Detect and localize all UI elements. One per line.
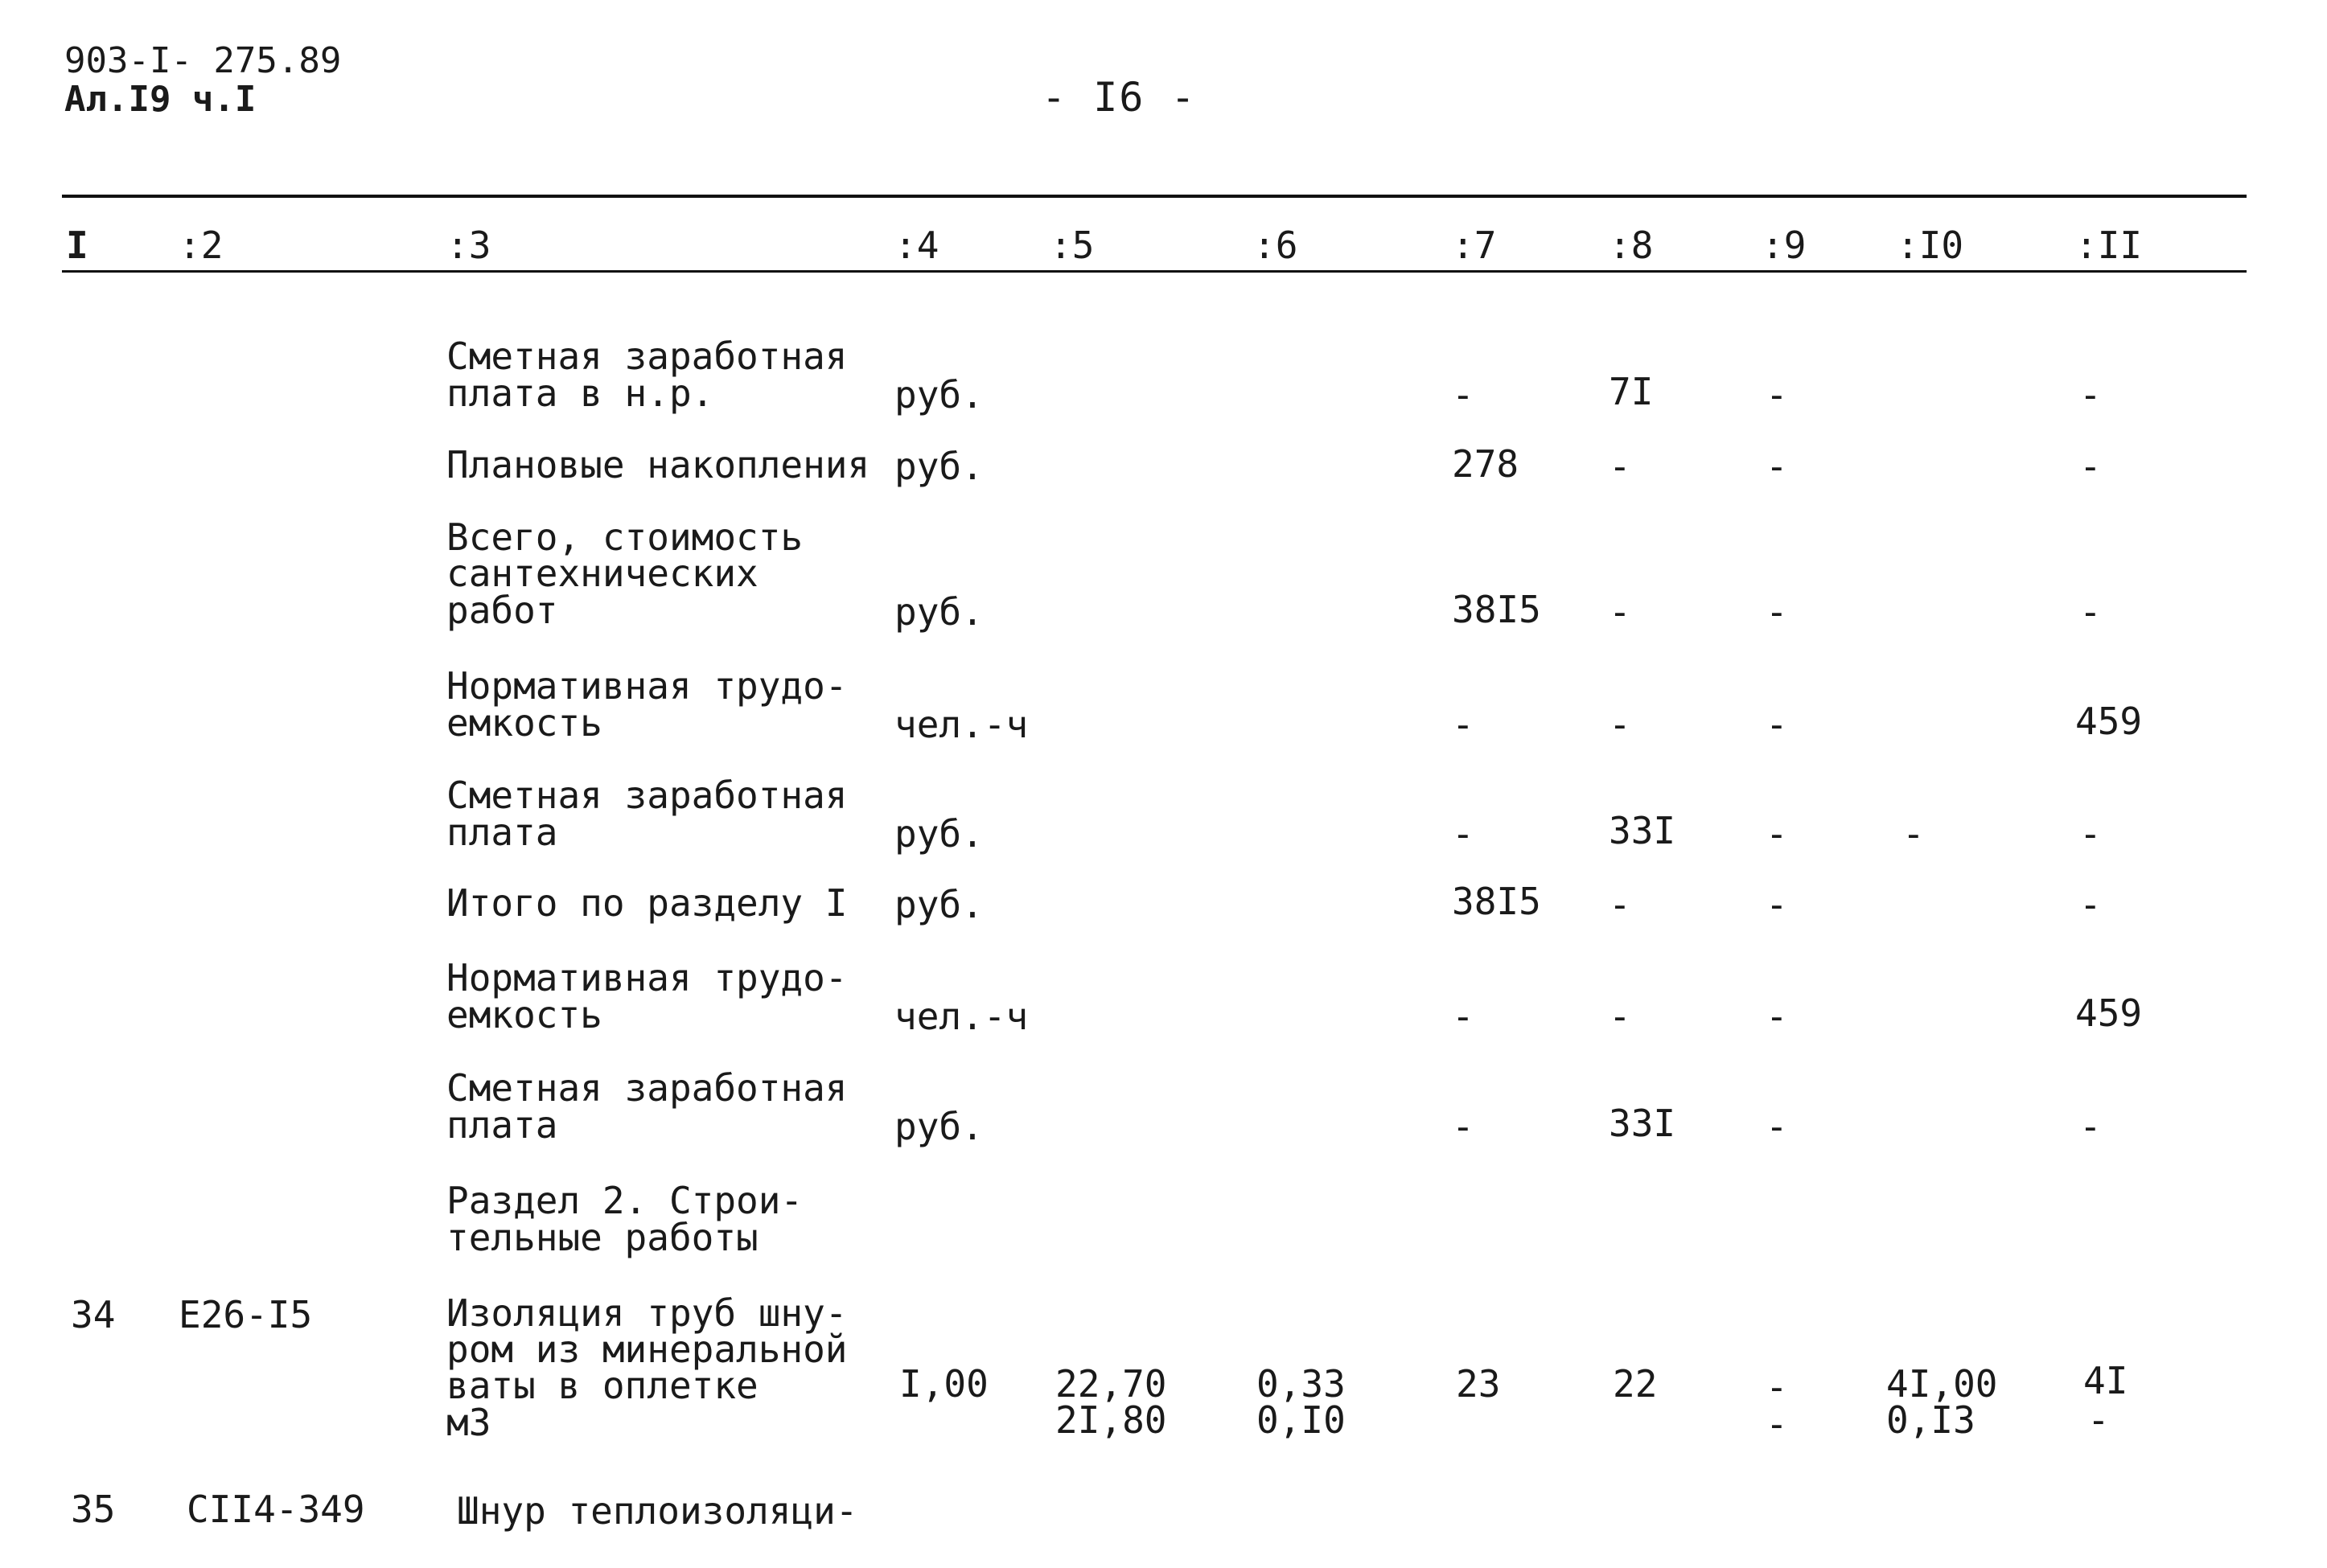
row-unit: руб. [894,590,984,634]
row-cell-c7: - [1452,703,1474,746]
row-desc-line: Всего, стоимость [446,515,804,559]
column-header-3: :3 [446,224,491,267]
table-header-rule [62,270,2247,273]
row-cell-c9: - [1766,373,1788,417]
row-unit: руб. [894,373,984,417]
row-cell-c11: 4I [2083,1359,2128,1402]
row-cell-c7: - [1452,812,1474,856]
row-unit: руб. [894,1105,984,1148]
document-code: 903-I- 275.89 [64,40,342,81]
row-cell-c9: - [1766,995,1788,1038]
row-cell-c9: - [1766,1365,1788,1409]
row-desc-line: сантехнических [446,552,759,595]
column-header-9: :9 [1762,224,1807,267]
row-cell-c11: - [2079,590,2102,634]
row-unit: руб. [894,445,984,488]
row-cell-c9: - [1766,812,1788,856]
row-cell-c5: 22,70 [1055,1362,1167,1406]
row-unit: чел.-ч [894,995,1029,1038]
row-cell-c7: 38I5 [1452,588,1541,631]
row-number: 34 [71,1293,116,1336]
row-cell-c9: - [1766,590,1788,634]
row-cell-c8: - [1609,703,1631,746]
table-top-rule [62,195,2247,198]
row-desc-line: плата [446,1103,558,1147]
column-header-2: :2 [179,224,224,267]
row-cell-c8: - [1609,995,1631,1038]
row-cell-c9: - [1766,883,1788,926]
row-cell-c11: - [2079,445,2102,488]
row-desc-line: емкость [446,701,602,745]
column-header-6: :6 [1253,224,1298,267]
row-number: 35 [71,1488,116,1531]
column-header-4: :4 [894,224,939,267]
row-desc-line: Итого по разделу I [446,881,848,925]
row-unit: руб. [894,812,984,856]
column-header-8: :8 [1609,224,1654,267]
row-cell-c8: 22 [1613,1362,1658,1406]
row-cell-c7: - [1452,995,1474,1038]
row-desc-line: м3 [446,1401,491,1444]
row-cell-c6: 0,33 [1256,1362,1346,1406]
row-cell-c8: - [1609,590,1631,634]
row-cell-c7: 38I5 [1452,880,1541,923]
row-desc-line: плата в н.р. [446,371,714,415]
row-cell-c10: - [1902,812,1925,856]
row-cell-c8: - [1609,445,1631,488]
row-cell-c11: - [2079,883,2102,926]
row-cell-c10: 4I,00 [1886,1362,1998,1406]
row-cell-c4: I,00 [899,1362,989,1406]
row-unit: чел.-ч [894,703,1029,746]
row-desc-line: Нормативная трудо- [446,664,848,708]
page-number: - I6 - [1042,74,1197,121]
album-part-code: Ал.I9 ч.I [64,79,257,120]
row-desc-line: ваты в оплетке [446,1364,759,1407]
row-code: СII4-349 [187,1488,365,1531]
row-cell-c8: 7I [1609,370,1654,413]
row-cell-c11: - [2079,1105,2102,1148]
row-desc-line: Сметная заработная [446,774,848,817]
row-cell-c9: - [1766,445,1788,488]
column-header-10: :I0 [1897,224,1964,267]
row-desc-line: Сметная заработная [446,1066,848,1110]
section-heading-line: Раздел 2. Строи- [446,1179,804,1222]
row-cell-c7: 278 [1452,442,1519,486]
row-desc-line: Плановые накопления [446,443,870,486]
row-cell-c9: - [1766,703,1788,746]
row-cell-c9: - [1766,1402,1788,1446]
row-desc-line: работ [446,589,558,632]
column-header-11: :II [2075,224,2143,267]
row-desc-line: емкость [446,993,602,1036]
row-desc-line: плата [446,811,558,854]
row-cell-c10: 0,I3 [1886,1398,1975,1442]
row-cell-c11: - [2079,373,2102,417]
column-header-7: :7 [1452,224,1497,267]
row-cell-c11: 459 [2075,991,2143,1035]
row-cell-c7: 23 [1456,1362,1501,1406]
section-heading-line: тельные работы [446,1216,759,1259]
row-desc-line: Шнур теплоизоляци- [457,1489,858,1533]
row-cell-c11: 459 [2075,700,2143,743]
row-cell-c5: 2I,80 [1055,1398,1167,1442]
row-unit: руб. [894,883,984,926]
column-header-1: I [66,224,88,267]
row-code: Е26-I5 [179,1293,313,1336]
row-cell-c6: 0,I0 [1256,1398,1346,1442]
row-cell-c7: - [1452,373,1474,417]
row-cell-c8: 33I [1609,809,1676,852]
row-desc-line: Нормативная трудо- [446,956,848,999]
row-desc-line: Сметная заработная [446,335,848,378]
row-cell-c8: 33I [1609,1102,1676,1145]
row-cell-c11: - [2087,1398,2110,1442]
column-header-5: :5 [1050,224,1095,267]
row-desc-line: Изоляция труб шну- [446,1291,848,1335]
row-cell-c9: - [1766,1105,1788,1148]
row-desc-line: ром из минеральной [446,1328,848,1371]
row-cell-c11: - [2079,812,2102,856]
row-cell-c8: - [1609,883,1631,926]
row-cell-c7: - [1452,1105,1474,1148]
